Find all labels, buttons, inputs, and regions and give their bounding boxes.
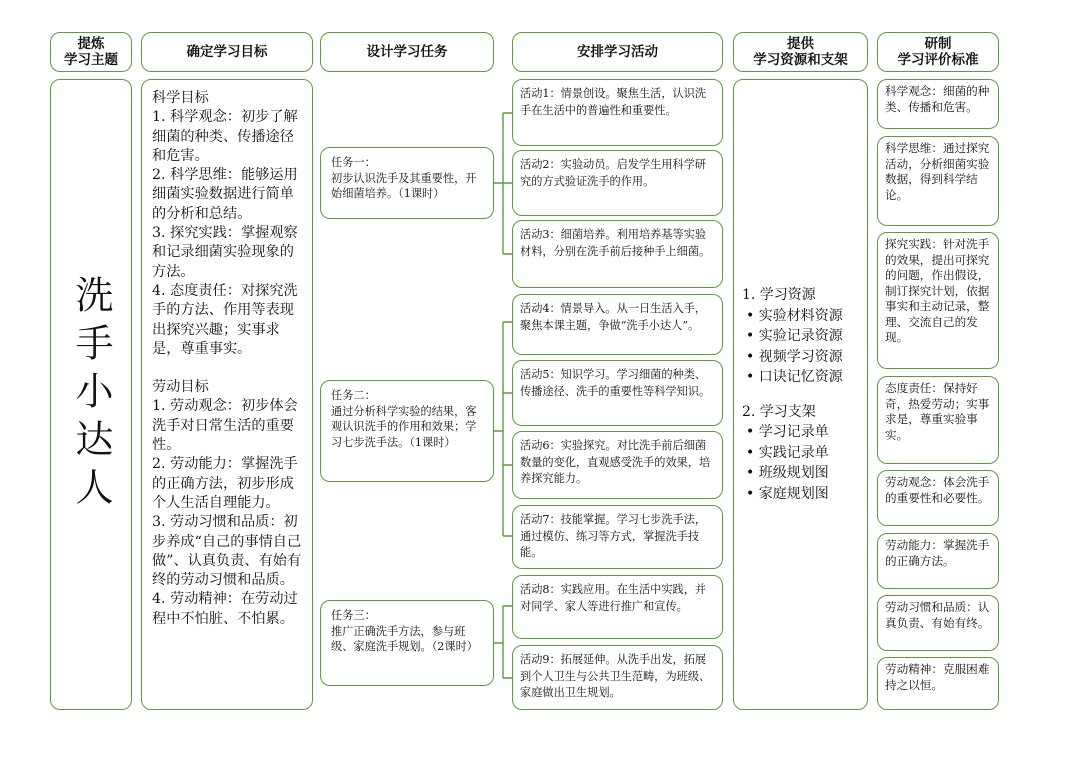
eval-labor-spirit: [877, 657, 999, 710]
task-1-box: [320, 147, 494, 219]
activity-7-text: 活动7：技能掌握。学习七步洗手法，通过模仿、练习等方式，掌握洗手技能。: [520, 513, 707, 559]
labor-goals-title: 劳动目标: [152, 379, 209, 396]
labor-goal-item: 3. 劳动习惯和品质：初步养成“自己的事情自己做”、认真负责、有始有终的劳动习惯和品质。: [152, 514, 302, 589]
task-2-box: [320, 380, 494, 482]
task-3-name: 任务三：: [331, 609, 376, 622]
task-1-desc: 初步认识洗手及其重要性，开始细菌培养。（1课时）: [331, 171, 477, 200]
labor-goal-item: 4. 劳动精神：在劳动过程中不怕脏、不怕累。: [152, 591, 298, 627]
activity-6-text: 活动6：实验探究。对比洗手前后细菌数量的变化，直观感受洗手的效果，培养探究能力。: [520, 439, 711, 485]
eval-text: 劳动精神：克服困难持之以恒。: [885, 662, 990, 692]
activity-6-box: [512, 431, 723, 499]
eval-text: 科学思维：通过探究活动，分析细菌实验数据，得到科学结论。: [885, 141, 990, 202]
task3-connector: [494, 606, 512, 678]
task-1-name: 任务一：: [331, 156, 376, 169]
activity-1-text: 活动1：情景创设。聚焦生活，认识洗手在生活中的普遍性和重要性。: [520, 87, 707, 117]
science-goals-title: 科学目标: [152, 90, 209, 106]
eval-labor-habits: [877, 595, 999, 651]
scaffold-item: • 学习记录单: [742, 422, 861, 443]
scaffold-item: • 家庭规划图: [742, 484, 861, 505]
activity-9-box: [512, 645, 723, 710]
activity-3-text: 活动3：细菌培养。利用培养基等实验材料，分别在洗手前后接种手上细菌。: [520, 228, 711, 258]
activity-5-text: 活动5：知识学习。学习细菌的种类、传播途径、洗手的重要性等科学知识。: [520, 368, 711, 398]
header-evaluation: 研制 学习评价标准: [877, 32, 999, 72]
header-resources: 提供 学习资源和支架: [733, 32, 868, 72]
activity-7-box: [512, 505, 723, 569]
resources-box: [733, 79, 868, 710]
activity-2-box: [512, 150, 723, 216]
header-activities: 安排学习活动: [512, 32, 723, 72]
labor-goal-item: 2. 劳动能力：掌握洗手的正确方法，初步形成个人生活自理能力。: [152, 456, 298, 511]
eval-text: 科学观念：细菌的种类、传播和危害。: [885, 84, 990, 114]
eval-inquiry-practice: [877, 232, 999, 369]
resources-section-2-title: 2. 学习支架: [742, 403, 816, 420]
eval-text: 劳动观念：体会洗手的重要性和必要性。: [885, 475, 990, 505]
scaffold-item: • 实践记录单: [742, 443, 861, 464]
activity-2-text: 活动2：实验动员。启发学生用科学研究的方式验证洗手的作用。: [520, 158, 707, 188]
task-3-box: [320, 600, 494, 686]
activity-8-box: [512, 575, 723, 639]
eval-science-concept: [877, 79, 999, 129]
science-goal-item: 2. 科学思维：能够运用细菌实验数据进行简单的分析和总结。: [152, 167, 298, 222]
activity-4-text: 活动4：情景导入。从一日生活入手，聚焦本课主题，争做“洗手小达人”。: [520, 302, 707, 332]
activity-3-box: [512, 220, 723, 288]
topic-title: 洗手小达人: [69, 274, 113, 515]
task2-connector: [494, 322, 512, 536]
task-2-desc: 通过分析科学实验的结果，客观认识洗手的作用和效果；学习七步洗手法。（1课时）: [331, 404, 477, 449]
task1-connector: [494, 113, 512, 254]
science-goal-item: 4. 态度责任：对探究洗手的方法、作用等表现出探究兴趣；实事求是，尊重事实。: [152, 282, 298, 357]
eval-text: 劳动习惯和品质：认真负责、有始有终。: [885, 600, 990, 630]
activity-8-text: 活动8：实践应用。在生活中实践，并对同学、家人等进行推广和宣传。: [520, 583, 707, 613]
header-goals: 确定学习目标: [141, 32, 313, 72]
science-goal-item: 3. 探究实践：掌握观察和记录细菌实验现象的方法。: [152, 225, 298, 280]
resource-item: • 实验记录资源: [742, 326, 861, 347]
labor-goal-item: 1. 劳动观念：初步体会洗手对日常生活的重要性。: [152, 398, 298, 454]
eval-attitude: [877, 376, 999, 464]
resources-section-1-title: 1. 学习资源: [742, 287, 816, 303]
activity-9-text: 活动9：拓展延伸。从洗手出发，拓展到个人卫生与公共卫生范畴，为班级、家庭做出卫生规划。: [520, 653, 711, 699]
eval-science-thinking: [877, 136, 999, 226]
eval-text: 态度责任：保持好奇，热爱劳动；实事求是，尊重实验事实。: [885, 381, 990, 442]
eval-text: 劳动能力：掌握洗手的正确方法。: [885, 538, 990, 568]
eval-labor-concept: [877, 470, 999, 526]
resource-item: • 实验材料资源: [742, 306, 861, 327]
activity-1-box: [512, 79, 723, 146]
scaffold-item: • 班级规划图: [742, 463, 861, 484]
science-goal-item: 1. 科学观念：初步了解细菌的种类、传播途径和危害。: [152, 109, 298, 164]
resource-item: • 视频学习资源: [742, 347, 861, 368]
task-3-desc: 推广正确洗手方法，参与班级、家庭洗手规划。（2课时）: [331, 624, 478, 653]
header-tasks: 设计学习任务: [320, 32, 494, 72]
resource-item: • 口诀记忆资源: [742, 367, 861, 388]
activity-5-box: [512, 360, 723, 426]
eval-labor-ability: [877, 533, 999, 589]
activity-4-box: [512, 294, 723, 355]
task-2-name: 任务二：: [331, 389, 376, 402]
eval-text: 探究实践：针对洗手的效果，提出可探究的问题，作出假设，制订探究计划，依据事实和主动记录，整理、交流自己的发现。: [885, 237, 990, 344]
header-topic: 提炼 学习主题: [50, 32, 132, 72]
